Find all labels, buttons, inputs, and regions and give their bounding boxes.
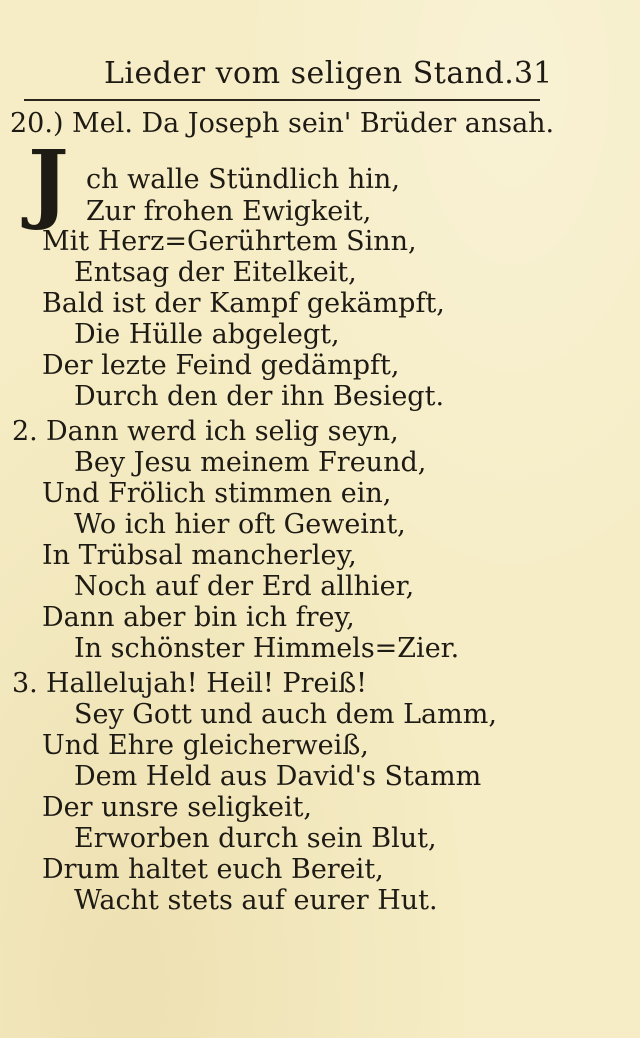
verse-line: In schönster Himmels=Zier. xyxy=(74,633,460,664)
verse-line: Bey Jesu meinem Freund, xyxy=(74,447,427,478)
header-rule xyxy=(24,99,540,101)
page-number: 31 xyxy=(514,56,553,91)
verse-line: Sey Gott und auch dem Lamm, xyxy=(74,699,497,730)
verse-line: Erworben durch sein Blut, xyxy=(74,823,437,854)
verse-line: Wo ich hier oft Geweint, xyxy=(74,509,406,540)
verse-line: Entsag der Eitelkeit, xyxy=(74,257,357,288)
verse-line: Noch auf der Erd allhier, xyxy=(74,571,415,602)
drop-cap-initial: J xyxy=(28,132,69,233)
verse-line: Wacht stets auf eurer Hut. xyxy=(74,885,438,916)
hymn-melody-heading: 20.) Mel. Da Joseph sein' Brüder ansah. xyxy=(10,108,555,139)
verse-line: Mit Herz=Gerührtem Sinn, xyxy=(42,226,417,257)
verse-line: ch walle Stündlich hin, xyxy=(86,164,400,195)
verse-line: In Trübsal mancherley, xyxy=(42,540,357,571)
verse-line: Der unsre seligkeit, xyxy=(42,792,313,823)
verse-line: Und Ehre gleicherweiß, xyxy=(42,730,369,761)
verse-line: Die Hülle abgelegt, xyxy=(74,319,340,350)
verse-line: Und Frölich stimmen ein, xyxy=(42,478,392,509)
verse-line: Der lezte Feind gedämpft, xyxy=(42,350,400,381)
verse-line: Zur frohen Ewigkeit, xyxy=(86,196,372,227)
verse-line: Drum haltet euch Bereit, xyxy=(42,854,384,885)
verse-line: Dann aber bin ich frey, xyxy=(42,602,355,633)
verse-number: 2. xyxy=(12,416,38,447)
verse-line: Hallelujah! Heil! Preiß! xyxy=(46,668,368,699)
verse-line: Bald ist der Kampf gekämpft, xyxy=(42,288,445,319)
verse-line: Durch den der ihn Besiegt. xyxy=(74,381,445,412)
verse-line: Dem Held aus David's Stamm xyxy=(74,761,482,792)
verse-line: Dann werd ich selig seyn, xyxy=(46,416,399,447)
running-title: Lieder vom seligen Stand. xyxy=(104,56,515,91)
verse-number: 3. xyxy=(12,668,38,699)
